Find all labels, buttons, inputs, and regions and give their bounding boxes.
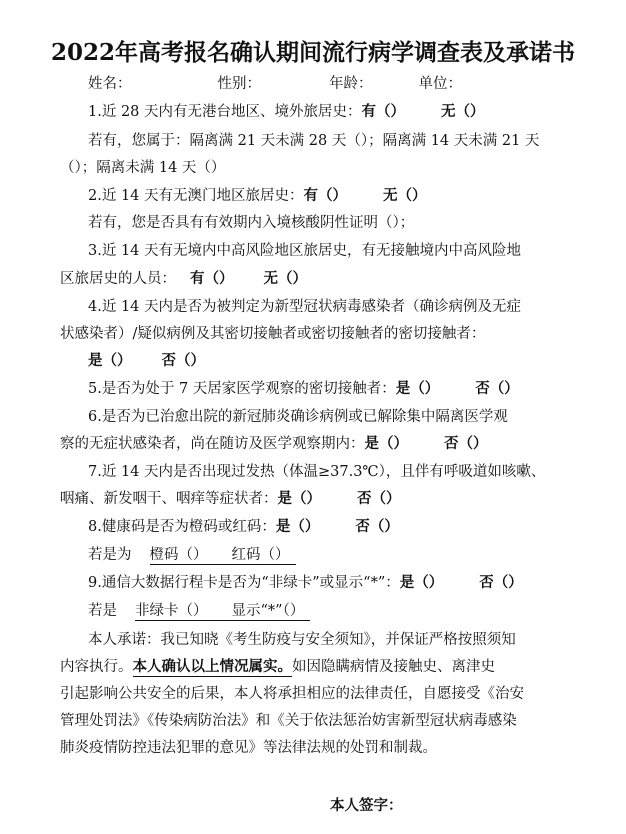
q3-no[interactable]: 无（）	[263, 270, 307, 287]
q8-orange-option[interactable]	[150, 547, 296, 565]
q9-follow	[88, 601, 310, 621]
q3-line1: 3.近 14 天有无境内中高风险地区旅居史，有无接触境内中高风险地	[88, 243, 522, 259]
q9-no[interactable]: 否（）	[479, 574, 523, 591]
q9-line	[88, 573, 523, 593]
q4-yes[interactable]: 是（）	[88, 352, 132, 369]
promise-line4: 管理处罚法》《传染病防治法》和《关于依法惩治妨害新型冠状病毒感染	[60, 713, 517, 729]
q5-line	[88, 379, 519, 399]
q9-text: 9.通信大数据行程卡是否为“非绿卡”或显示“*”：	[88, 575, 400, 591]
q5-no[interactable]: 否（）	[475, 380, 519, 397]
q4-no[interactable]: 否（）	[161, 352, 205, 369]
signature-label: 本人签字：	[330, 797, 403, 814]
q2-text: 2.近 14 天有无澳门地区旅居史：	[88, 188, 304, 204]
q3-text: 区旅居史的人员：	[60, 271, 176, 287]
promise-confirm-statement: 本人确认以上情况属实。	[132, 659, 292, 675]
q2-line	[88, 186, 427, 206]
q8-red-label: 红码（）	[231, 547, 290, 563]
q2-follow: 若有，您是否具有有效期内入境核酸阴性证明（）；	[88, 215, 415, 231]
q3-line2	[60, 269, 307, 289]
info-row	[88, 74, 462, 94]
q1-follow-b: （）；隔离未满 14 天（）	[60, 160, 226, 176]
q5-text: 5.是否为处于 7 天居家医学观察的密切接触者：	[88, 381, 396, 397]
q8-no[interactable]: 否（）	[355, 518, 399, 535]
q9-yes[interactable]: 是（）	[399, 574, 444, 591]
q6-line2	[60, 434, 488, 454]
q7-yes[interactable]: 是（）	[277, 490, 321, 507]
document-title: 2022年高考报名确认期间流行病学调查表及承诺书	[50, 39, 575, 66]
q1-line	[88, 102, 485, 122]
promise-line2-a: 内容执行。	[60, 659, 133, 675]
q6-yes[interactable]: 是（）	[364, 435, 408, 452]
q8-follow-label: 若是为	[88, 547, 132, 563]
promise-line5: 肺炎疫情防控违法犯罪的意见》等法律法规的处罚和制裁。	[60, 740, 437, 756]
q1-text: 1.近 28 天内有无港台地区、境外旅居史：	[88, 104, 362, 120]
q1-yes[interactable]: 有（）	[361, 103, 406, 120]
q2-no[interactable]: 无（）	[383, 187, 427, 204]
q7-line2	[60, 489, 401, 509]
q5-yes[interactable]: 是（）	[395, 380, 440, 397]
q7-no[interactable]: 否（）	[357, 490, 401, 507]
promise-line3: 引起影响公共安全的后果，本人将承担相应的法律责任，自愿接受《治安	[60, 686, 524, 702]
age-label: 年龄：	[329, 76, 373, 92]
q4-options	[88, 351, 205, 371]
q3-yes[interactable]: 有（）	[190, 270, 234, 287]
q9-nongreen-label: 非绿卡（）	[135, 603, 208, 619]
q7-line1: 7.近 14 天内是否出现过发热（体温≥37.3℃），且伴有呼吸道如咳嗽、	[88, 464, 546, 480]
q6-no[interactable]: 否（）	[444, 435, 488, 452]
q9-follow-label: 若是	[88, 603, 117, 619]
q6-line1: 6.是否为已治愈出院的新冠肺炎确诊病例或已解除集中隔离医学观	[88, 409, 508, 425]
q7-text: 咽痛、新发咽干、咽痒等症状者：	[60, 491, 278, 507]
q4-line1: 4.近 14 天内是否为被判定为新型冠状病毒感染者（确诊病例及无症	[88, 299, 522, 315]
q8-text: 8.健康码是否为橙码或红码：	[88, 519, 276, 535]
promise-line2-c: 如因隐瞒病情及接触史、离津史	[292, 659, 495, 675]
q9-nongreen-option[interactable]	[135, 603, 310, 621]
q8-follow	[88, 545, 296, 565]
q1-no[interactable]: 无（）	[441, 103, 485, 120]
gender-label: 性别：	[217, 76, 261, 92]
q8-line	[88, 517, 399, 537]
q8-yes[interactable]: 是（）	[275, 518, 320, 535]
q2-yes[interactable]: 有（）	[303, 187, 348, 204]
q9-star-label: 显示“*”（）	[231, 603, 305, 619]
name-label: 姓名：	[88, 76, 132, 92]
promise-line2	[60, 657, 495, 677]
q1-follow-a: 若有，您属于：隔离满 21 天未满 28 天（）；隔离满 14 天未满 21 天	[88, 133, 540, 149]
q6-text: 察的无症状感染者，尚在随访及医学观察期内：	[60, 436, 365, 452]
unit-label: 单位：	[418, 76, 462, 92]
q4-line2: 状感染者）/疑似病例及其密切接触者或密切接触者的密切接触者：	[60, 326, 486, 342]
q8-orange-label: 橙码（）	[149, 547, 208, 563]
promise-line1: 本人承诺：我已知晓《考生防疫与安全须知》，并保证严格按照须知	[88, 632, 516, 648]
